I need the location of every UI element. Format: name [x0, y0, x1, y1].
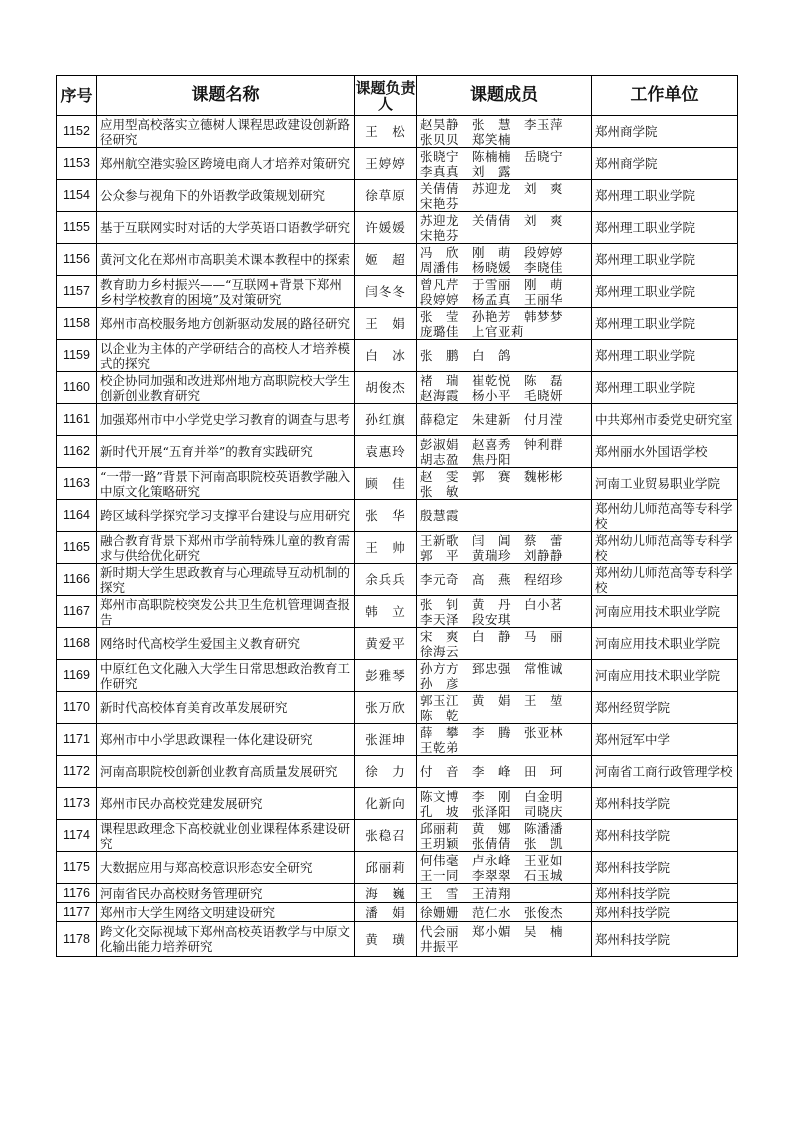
serial-number-cell: 1156 — [57, 244, 97, 276]
project-members-cell: 代会丽 郑小媚 吴 楠 井振平 — [417, 922, 592, 957]
table-row — [57, 148, 738, 180]
serial-number-cell: 1176 — [57, 884, 97, 903]
project-table — [56, 75, 738, 957]
serial-number-cell: 1163 — [57, 468, 97, 500]
project-title-cell: 郑州市民办高校党建发展研究 — [97, 788, 355, 820]
header-serial-number: 序号 — [57, 76, 97, 116]
table-row — [57, 276, 738, 308]
project-members-cell: 殷慧霞 — [417, 500, 592, 532]
work-unit-cell: 郑州科技学院 — [592, 884, 738, 903]
serial-number-cell: 1166 — [57, 564, 97, 596]
project-leader-cell: 邱丽莉 — [355, 852, 417, 884]
project-members-cell: 曾凡芹 于雪丽 刚 萌 段婷婷 杨孟真 王丽华 — [417, 276, 592, 308]
table-row — [57, 660, 738, 692]
table-row — [57, 820, 738, 852]
serial-number-cell: 1165 — [57, 532, 97, 564]
table-row — [57, 404, 738, 436]
serial-number-cell: 1162 — [57, 436, 97, 468]
project-leader-cell: 许媛媛 — [355, 212, 417, 244]
project-title-cell: 河南省民办高校财务管理研究 — [97, 884, 355, 903]
serial-number-cell: 1154 — [57, 180, 97, 212]
table-row — [57, 436, 738, 468]
project-leader-cell: 王婷婷 — [355, 148, 417, 180]
project-leader-cell: 韩 立 — [355, 596, 417, 628]
table-row — [57, 903, 738, 922]
project-members-cell: 薛稳定 朱建新 付月滢 — [417, 404, 592, 436]
project-title-cell: 以企业为主体的产学研结合的高校人才培养模式的探究 — [97, 340, 355, 372]
table-row — [57, 308, 738, 340]
project-title-cell: 加强郑州市中小学党史学习教育的调查与思考 — [97, 404, 355, 436]
project-leader-cell: 彭雅琴 — [355, 660, 417, 692]
table-row — [57, 724, 738, 756]
header-project-members: 课题成员 — [417, 76, 592, 116]
serial-number-cell: 1152 — [57, 116, 97, 148]
table-row — [57, 756, 738, 788]
project-title-cell: 基于互联网实时对话的大学英语口语教学研究 — [97, 212, 355, 244]
work-unit-cell: 郑州经贸学院 — [592, 692, 738, 724]
project-title-cell: 新时期大学生思政教育与心理疏导互动机制的探究 — [97, 564, 355, 596]
project-members-cell: 赵昊静 张 慧 李玉萍 张贝贝 郑笑楠 — [417, 116, 592, 148]
project-members-cell: 张 钊 黄 丹 白小茗 李天泽 段安琪 — [417, 596, 592, 628]
serial-number-cell: 1174 — [57, 820, 97, 852]
project-members-cell: 关倩倩 苏迎龙 刘 爽 宋艳芬 — [417, 180, 592, 212]
work-unit-cell: 郑州科技学院 — [592, 820, 738, 852]
project-title-cell: 校企协同加强和改进郑州地方高职院校大学生创新创业教育研究 — [97, 372, 355, 404]
project-leader-cell: 胡俊杰 — [355, 372, 417, 404]
work-unit-cell: 河南工业贸易职业学院 — [592, 468, 738, 500]
work-unit-cell: 河南省工商行政管理学校 — [592, 756, 738, 788]
table-row — [57, 116, 738, 148]
work-unit-cell: 郑州理工职业学院 — [592, 308, 738, 340]
work-unit-cell: 郑州理工职业学院 — [592, 244, 738, 276]
work-unit-cell: 郑州商学院 — [592, 116, 738, 148]
work-unit-cell: 郑州理工职业学院 — [592, 372, 738, 404]
project-leader-cell: 黄爱平 — [355, 628, 417, 660]
table-header-row — [57, 76, 738, 116]
work-unit-cell: 郑州科技学院 — [592, 788, 738, 820]
work-unit-cell: 中共郑州市委党史研究室 — [592, 404, 738, 436]
project-title-cell: 郑州市中小学思政课程一体化建设研究 — [97, 724, 355, 756]
project-title-cell: 河南高职院校创新创业教育高质量发展研究 — [97, 756, 355, 788]
project-leader-cell: 顾 佳 — [355, 468, 417, 500]
table-row — [57, 180, 738, 212]
project-leader-cell: 王 帅 — [355, 532, 417, 564]
work-unit-cell: 郑州理工职业学院 — [592, 180, 738, 212]
table-row — [57, 788, 738, 820]
project-leader-cell: 海 巍 — [355, 884, 417, 903]
serial-number-cell: 1175 — [57, 852, 97, 884]
project-leader-cell: 张 华 — [355, 500, 417, 532]
project-members-cell: 孙方方 郅忠强 常惟诚 孙 彦 — [417, 660, 592, 692]
project-members-cell: 宋 爽 白 静 马 丽 徐海云 — [417, 628, 592, 660]
project-members-cell: 苏迎龙 关倩倩 刘 爽 宋艳芬 — [417, 212, 592, 244]
work-unit-cell: 郑州幼儿师范高等专科学校 — [592, 532, 738, 564]
project-members-cell: 彭淑娟 赵喜秀 钟利群 胡志盈 焦丹阳 — [417, 436, 592, 468]
header-project-title: 课题名称 — [97, 76, 355, 116]
project-title-cell: 郑州市高校服务地方创新驱动发展的路径研究 — [97, 308, 355, 340]
project-leader-cell: 王 松 — [355, 116, 417, 148]
serial-number-cell: 1161 — [57, 404, 97, 436]
work-unit-cell: 郑州商学院 — [592, 148, 738, 180]
table-row — [57, 244, 738, 276]
table-row — [57, 628, 738, 660]
serial-number-cell: 1158 — [57, 308, 97, 340]
serial-number-cell: 1168 — [57, 628, 97, 660]
serial-number-cell: 1155 — [57, 212, 97, 244]
work-unit-cell: 郑州理工职业学院 — [592, 340, 738, 372]
serial-number-cell: 1172 — [57, 756, 97, 788]
table-row — [57, 212, 738, 244]
serial-number-cell: 1160 — [57, 372, 97, 404]
work-unit-cell: 郑州丽水外国语学校 — [592, 436, 738, 468]
work-unit-cell: 郑州冠军中学 — [592, 724, 738, 756]
project-title-cell: 郑州市高职院校突发公共卫生危机管理调查报告 — [97, 596, 355, 628]
serial-number-cell: 1159 — [57, 340, 97, 372]
project-title-cell: 网络时代高校学生爱国主义教育研究 — [97, 628, 355, 660]
work-unit-cell: 郑州幼儿师范高等专科学校 — [592, 564, 738, 596]
project-leader-cell: 张万欣 — [355, 692, 417, 724]
project-title-cell: “一带一路”背景下河南高职院校英语教学融入中原文化策略研究 — [97, 468, 355, 500]
serial-number-cell: 1173 — [57, 788, 97, 820]
work-unit-cell: 郑州理工职业学院 — [592, 212, 738, 244]
project-members-cell: 李元奇 高 燕 程绍珍 — [417, 564, 592, 596]
project-members-cell: 徐姗姗 范仁水 张俊杰 — [417, 903, 592, 922]
work-unit-cell: 郑州科技学院 — [592, 903, 738, 922]
table-row — [57, 532, 738, 564]
project-leader-cell: 姬 超 — [355, 244, 417, 276]
work-unit-cell: 郑州科技学院 — [592, 852, 738, 884]
project-title-cell: 融合教育背景下郑州市学前特殊儿童的教育需求与供给优化研究 — [97, 532, 355, 564]
project-title-cell: 课程思政理念下高校就业创业课程体系建设研究 — [97, 820, 355, 852]
project-leader-cell: 袁惠玲 — [355, 436, 417, 468]
project-title-cell: 跨文化交际视域下郑州高校英语教学与中原文化输出能力培养研究 — [97, 922, 355, 957]
table-row — [57, 922, 738, 957]
project-members-cell: 陈文博 李 刚 白金明 孔 坡 张泽阳 司晓庆 — [417, 788, 592, 820]
project-members-cell: 邱丽莉 黄 娜 陈潘潘 王玥颖 张倩倩 张 凯 — [417, 820, 592, 852]
header-project-leader: 课题负责人 — [355, 76, 417, 116]
project-title-cell: 大数据应用与郑高校意识形态安全研究 — [97, 852, 355, 884]
header-work-unit: 工作单位 — [592, 76, 738, 116]
project-leader-cell: 黄 璜 — [355, 922, 417, 957]
project-leader-cell: 余兵兵 — [355, 564, 417, 596]
work-unit-cell: 郑州幼儿师范高等专科学校 — [592, 500, 738, 532]
document-page — [56, 75, 737, 957]
project-leader-cell: 潘 娟 — [355, 903, 417, 922]
project-leader-cell: 孙红旗 — [355, 404, 417, 436]
work-unit-cell: 河南应用技术职业学院 — [592, 596, 738, 628]
project-members-cell: 张 莹 孙艳芳 韩梦梦 庞璐佳 上官亚莉 — [417, 308, 592, 340]
table-row — [57, 884, 738, 903]
project-members-cell: 张晓宁 陈楠楠 岳晓宁 李真真 刘 露 — [417, 148, 592, 180]
project-title-cell: 郑州航空港实验区跨境电商人才培养对策研究 — [97, 148, 355, 180]
project-leader-cell: 徐草原 — [355, 180, 417, 212]
project-members-cell: 王新歌 闫 阊 蔡 蕾 郭 平 黄瑞珍 刘静静 — [417, 532, 592, 564]
table-row — [57, 692, 738, 724]
serial-number-cell: 1153 — [57, 148, 97, 180]
project-title-cell: 中原红色文化融入大学生日常思想政治教育工作研究 — [97, 660, 355, 692]
project-members-cell: 张 鹏 白 鸽 — [417, 340, 592, 372]
project-members-cell: 赵 雯 郭 赛 魏彬彬 张 敏 — [417, 468, 592, 500]
serial-number-cell: 1164 — [57, 500, 97, 532]
project-members-cell: 薛 攀 李 腾 张亚林 王乾弟 — [417, 724, 592, 756]
project-title-cell: 教育助力乡村振兴——“互联网+背景下郑州乡村学校教育的困境”及对策研究 — [97, 276, 355, 308]
project-leader-cell: 徐 力 — [355, 756, 417, 788]
project-members-cell: 付 音 李 峰 田 珂 — [417, 756, 592, 788]
serial-number-cell: 1170 — [57, 692, 97, 724]
work-unit-cell: 郑州理工职业学院 — [592, 276, 738, 308]
serial-number-cell: 1178 — [57, 922, 97, 957]
project-title-cell: 新时代开展“五育并举”的教育实践研究 — [97, 436, 355, 468]
project-title-cell: 郑州市大学生网络文明建设研究 — [97, 903, 355, 922]
project-leader-cell: 王 娟 — [355, 308, 417, 340]
project-leader-cell: 化新向 — [355, 788, 417, 820]
project-title-cell: 应用型高校落实立德树人课程思政建设创新路径研究 — [97, 116, 355, 148]
serial-number-cell: 1171 — [57, 724, 97, 756]
table-row — [57, 372, 738, 404]
project-members-cell: 郭玉江 黄 娟 王 堃 陈 乾 — [417, 692, 592, 724]
project-title-cell: 黄河文化在郑州市高职美术课本教程中的探索 — [97, 244, 355, 276]
work-unit-cell: 河南应用技术职业学院 — [592, 660, 738, 692]
serial-number-cell: 1157 — [57, 276, 97, 308]
project-title-cell: 新时代高校体育美育改革发展研究 — [97, 692, 355, 724]
project-members-cell: 王 雪 王清翔 — [417, 884, 592, 903]
serial-number-cell: 1167 — [57, 596, 97, 628]
table-row — [57, 468, 738, 500]
project-title-cell: 公众参与视角下的外语教学政策规划研究 — [97, 180, 355, 212]
project-leader-cell: 白 冰 — [355, 340, 417, 372]
table-row — [57, 852, 738, 884]
project-members-cell: 褚 瑞 崔乾悦 陈 磊 赵海霞 杨小平 毛晓妍 — [417, 372, 592, 404]
table-row — [57, 340, 738, 372]
table-row — [57, 596, 738, 628]
work-unit-cell: 河南应用技术职业学院 — [592, 628, 738, 660]
project-title-cell: 跨区域科学探究学习支撑平台建设与应用研究 — [97, 500, 355, 532]
project-members-cell: 冯 欣 刚 萌 段婷婷 周潘伟 杨晓媛 李晓佳 — [417, 244, 592, 276]
table-row — [57, 500, 738, 532]
table-row — [57, 564, 738, 596]
serial-number-cell: 1177 — [57, 903, 97, 922]
project-leader-cell: 张涯坤 — [355, 724, 417, 756]
project-leader-cell: 闫冬冬 — [355, 276, 417, 308]
serial-number-cell: 1169 — [57, 660, 97, 692]
project-leader-cell: 张稳召 — [355, 820, 417, 852]
work-unit-cell: 郑州科技学院 — [592, 922, 738, 957]
project-members-cell: 何伟毫 卢永峰 王亚如 王一同 李翠翠 石玉城 — [417, 852, 592, 884]
